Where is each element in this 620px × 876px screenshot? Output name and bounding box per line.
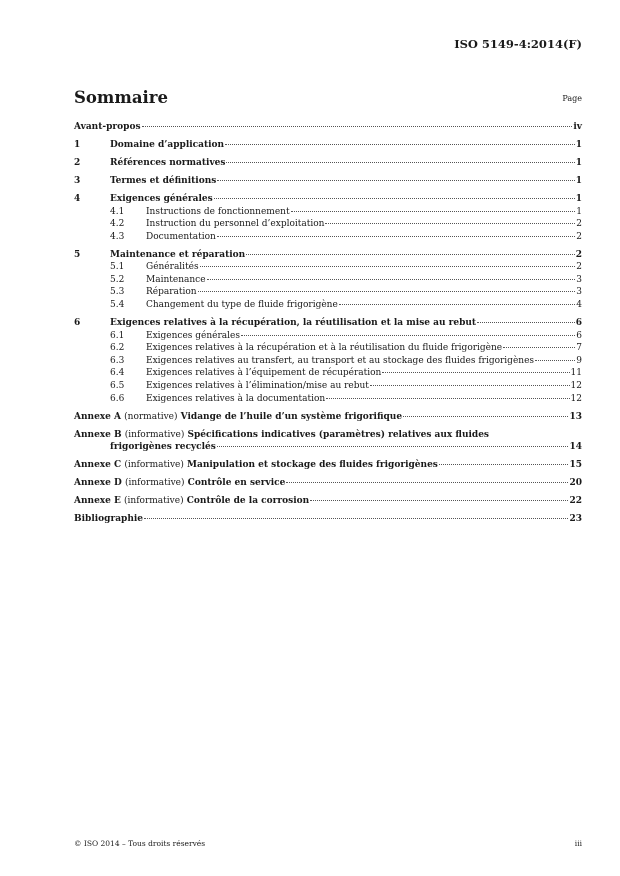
- toc-annex-c[interactable]: [74, 459, 582, 472]
- annex-kind: (informative): [124, 478, 185, 489]
- toc-entry-text: Réparation: [146, 287, 197, 298]
- toc-entry-page: 12: [570, 381, 582, 392]
- dot-leader: [144, 518, 568, 519]
- toc-entry-page: 2: [576, 231, 582, 242]
- toc-entry-number: 6.2: [110, 343, 125, 354]
- toc-entry-text: Instruction du personnel d’exploitation: [146, 219, 325, 230]
- toc-entry-text: Maintenance et réparation: [110, 249, 246, 260]
- toc-entry-6[interactable]: [74, 317, 582, 330]
- toc-entry-page: iv: [573, 122, 582, 132]
- toc-entry-text: Exigences générales: [146, 330, 240, 341]
- dot-leader: [142, 126, 573, 127]
- toc-entry-number: 5: [74, 249, 81, 260]
- toc-entry-number: 4: [74, 193, 81, 204]
- toc-entry-4[interactable]: [74, 193, 582, 206]
- copyright-notice: © ISO 2014 – Tous droits réservés: [74, 839, 206, 848]
- dot-leader: [503, 347, 575, 348]
- annex-title: Manipulation et stockage des fluides frigorigènes: [187, 460, 438, 471]
- annex-title: Contrôle en service: [187, 478, 286, 489]
- toc-annex-a[interactable]: [74, 411, 582, 424]
- toc-entry-6-3[interactable]: [74, 355, 582, 368]
- dot-leader: [535, 360, 575, 361]
- toc-entry-1[interactable]: [74, 139, 582, 152]
- toc-entry-number: 5.2: [110, 274, 125, 285]
- toc-entry-4-1[interactable]: [74, 206, 582, 219]
- toc-entry-text: Avant-propos: [74, 122, 141, 132]
- toc-entry-4-2[interactable]: [74, 218, 582, 231]
- toc-entry-bibliographie[interactable]: [74, 513, 582, 526]
- toc-entry-number: 5.3: [110, 287, 125, 298]
- toc-entry-number: 3: [74, 175, 81, 186]
- toc-entry-page: 22: [569, 496, 582, 507]
- toc-entry-6-6[interactable]: [74, 393, 582, 406]
- toc-entry-text: Exigences générales: [110, 193, 213, 204]
- toc-entry-number: 6: [74, 318, 81, 329]
- toc-entry-5-2[interactable]: [74, 274, 582, 287]
- dot-leader: [214, 198, 575, 199]
- annex-kind: (informative): [124, 460, 184, 471]
- toc-entry-number: 4.2: [110, 219, 125, 230]
- dot-leader: [200, 266, 576, 267]
- toc-entry-page: 2: [576, 219, 582, 230]
- toc-entry-text: Exigences relatives à l’équipement de récupération: [146, 368, 382, 379]
- toc-entry-text: Exigences relatives à la récupération, la réutilisation et la mise au rebut: [110, 318, 477, 329]
- annex-kind: (informative): [124, 496, 184, 507]
- annex-label: Annexe B: [74, 429, 122, 440]
- toc-entry-page: 11: [570, 368, 582, 379]
- toc-entry-page: 14: [569, 442, 582, 453]
- toc-entry-page: 2: [576, 262, 582, 273]
- toc-entry-page: 1: [575, 175, 582, 186]
- toc-entry-text: Références normatives: [110, 157, 226, 168]
- page-column-label: Page: [562, 94, 582, 103]
- annex-label: Annexe D: [74, 478, 122, 489]
- standard-code: ISO 5149-4:2014(F): [454, 37, 582, 51]
- dot-leader: [286, 482, 568, 483]
- annex-title-continued: frigorigènes recyclés: [110, 442, 216, 453]
- toc-entry-3[interactable]: [74, 175, 582, 188]
- toc-entry-page: 1: [575, 157, 582, 168]
- annex-title: Vidange de l’huile d’un système frigorifique: [180, 411, 403, 422]
- toc-entry-text: Changement du type de fluide frigorigène: [146, 300, 338, 311]
- toc-entry-5[interactable]: [74, 249, 582, 262]
- toc-entry-6-2[interactable]: [74, 342, 582, 355]
- toc-entry-text: Bibliographie: [74, 514, 144, 525]
- dot-leader: [246, 254, 575, 255]
- toc-entry-page: 13: [569, 411, 582, 422]
- dot-leader: [217, 446, 569, 447]
- toc-annex-e[interactable]: [74, 495, 582, 508]
- toc-entry-5-4[interactable]: [74, 299, 582, 312]
- page-number: iii: [574, 839, 582, 848]
- dot-leader: [325, 223, 575, 224]
- dot-leader: [403, 416, 568, 417]
- toc-entry-text: Généralités: [146, 262, 199, 273]
- dot-leader: [217, 180, 574, 181]
- toc-entry-page: 1: [575, 139, 582, 150]
- toc-entry-6-1[interactable]: [74, 330, 582, 343]
- dot-leader: [207, 279, 576, 280]
- dot-leader: [370, 385, 570, 386]
- dot-leader: [310, 500, 568, 501]
- toc-entry-page: 6: [576, 330, 582, 341]
- dot-leader: [291, 211, 576, 212]
- toc-entry-5-1[interactable]: [74, 261, 582, 274]
- toc-annex-b[interactable]: [74, 429, 582, 454]
- toc-entry-number: 1: [74, 139, 81, 150]
- toc-entry-2[interactable]: [74, 157, 582, 170]
- toc-entry-page: 2: [575, 249, 582, 260]
- toc-entry-text: Exigences relatives à la documentation: [146, 393, 326, 404]
- dot-leader: [439, 464, 569, 465]
- dot-leader: [477, 322, 575, 323]
- toc-entry-number: 4.3: [110, 231, 125, 242]
- toc-entry-page: 23: [569, 514, 582, 525]
- toc-entry-text: Termes et définitions: [110, 175, 217, 186]
- toc-entry-6-5[interactable]: [74, 380, 582, 393]
- toc-entry-number: 4.1: [110, 206, 125, 217]
- dot-leader: [198, 291, 576, 292]
- dot-leader: [382, 372, 569, 373]
- toc-entry-page: 3: [576, 287, 582, 298]
- toc-entry-page: 15: [569, 460, 582, 471]
- toc-entry-text: Instructions de fonctionnement: [146, 206, 290, 217]
- dot-leader: [226, 162, 574, 163]
- toc-entry-page: 1: [575, 193, 582, 204]
- toc-entry-text: Documentation: [146, 231, 216, 242]
- toc-entry-5-3[interactable]: [74, 286, 582, 299]
- toc-annex-d[interactable]: [74, 477, 582, 490]
- annex-kind: (informative): [124, 429, 185, 440]
- toc-entry-number: 6.3: [110, 355, 125, 366]
- toc-title: Sommaire: [74, 88, 168, 107]
- annex-title: Contrôle de la corrosion: [186, 496, 310, 507]
- toc-entry-page: 6: [575, 318, 582, 329]
- toc-entry-number: 6.6: [110, 393, 125, 404]
- toc-entry-text: Exigences relatives au transfert, au transport et au stockage des fluides frigorigènes: [146, 355, 535, 366]
- toc-entry-6-4[interactable]: [74, 367, 582, 380]
- annex-kind: (normative): [124, 411, 178, 422]
- toc-entry-number: 2: [74, 157, 81, 168]
- table-of-contents: [74, 121, 582, 526]
- annex-label: Annexe A: [74, 411, 122, 422]
- annex-label: Annexe E: [74, 496, 121, 507]
- toc-entry-text: Domaine d’application: [110, 139, 225, 150]
- annex-title: Spécifications indicatives (paramètres) relatives aux fluides: [187, 429, 490, 440]
- dot-leader: [241, 335, 575, 336]
- toc-entry-page: 3: [576, 274, 582, 285]
- toc-entry-page: 1: [576, 206, 582, 217]
- toc-entry-page: 12: [570, 393, 582, 404]
- dot-leader: [326, 398, 569, 399]
- toc-entry-page: 20: [569, 478, 582, 489]
- dot-leader: [217, 236, 575, 237]
- dot-leader: [339, 304, 575, 305]
- toc-entry-number: 5.1: [110, 262, 125, 273]
- dot-leader: [225, 144, 575, 145]
- toc-entry-number: 6.5: [110, 381, 125, 392]
- toc-entry-number: 6.4: [110, 368, 125, 379]
- toc-entry-page: 9: [576, 355, 582, 366]
- toc-entry-text: Exigences relatives à la récupération et à la réutilisation du fluide frigorigène: [146, 343, 503, 354]
- toc-entry-avant-propos[interactable]: [74, 121, 582, 134]
- toc-entry-page: 4: [576, 300, 582, 311]
- annex-label: Annexe C: [74, 460, 122, 471]
- toc-entry-page: 7: [576, 343, 582, 354]
- toc-entry-4-3[interactable]: [74, 231, 582, 244]
- toc-entry-number: 6.1: [110, 330, 125, 341]
- toc-entry-number: 5.4: [110, 300, 125, 311]
- toc-entry-text: Maintenance: [146, 274, 206, 285]
- toc-entry-text: Exigences relatives à l’élimination/mise au rebut: [146, 381, 369, 392]
